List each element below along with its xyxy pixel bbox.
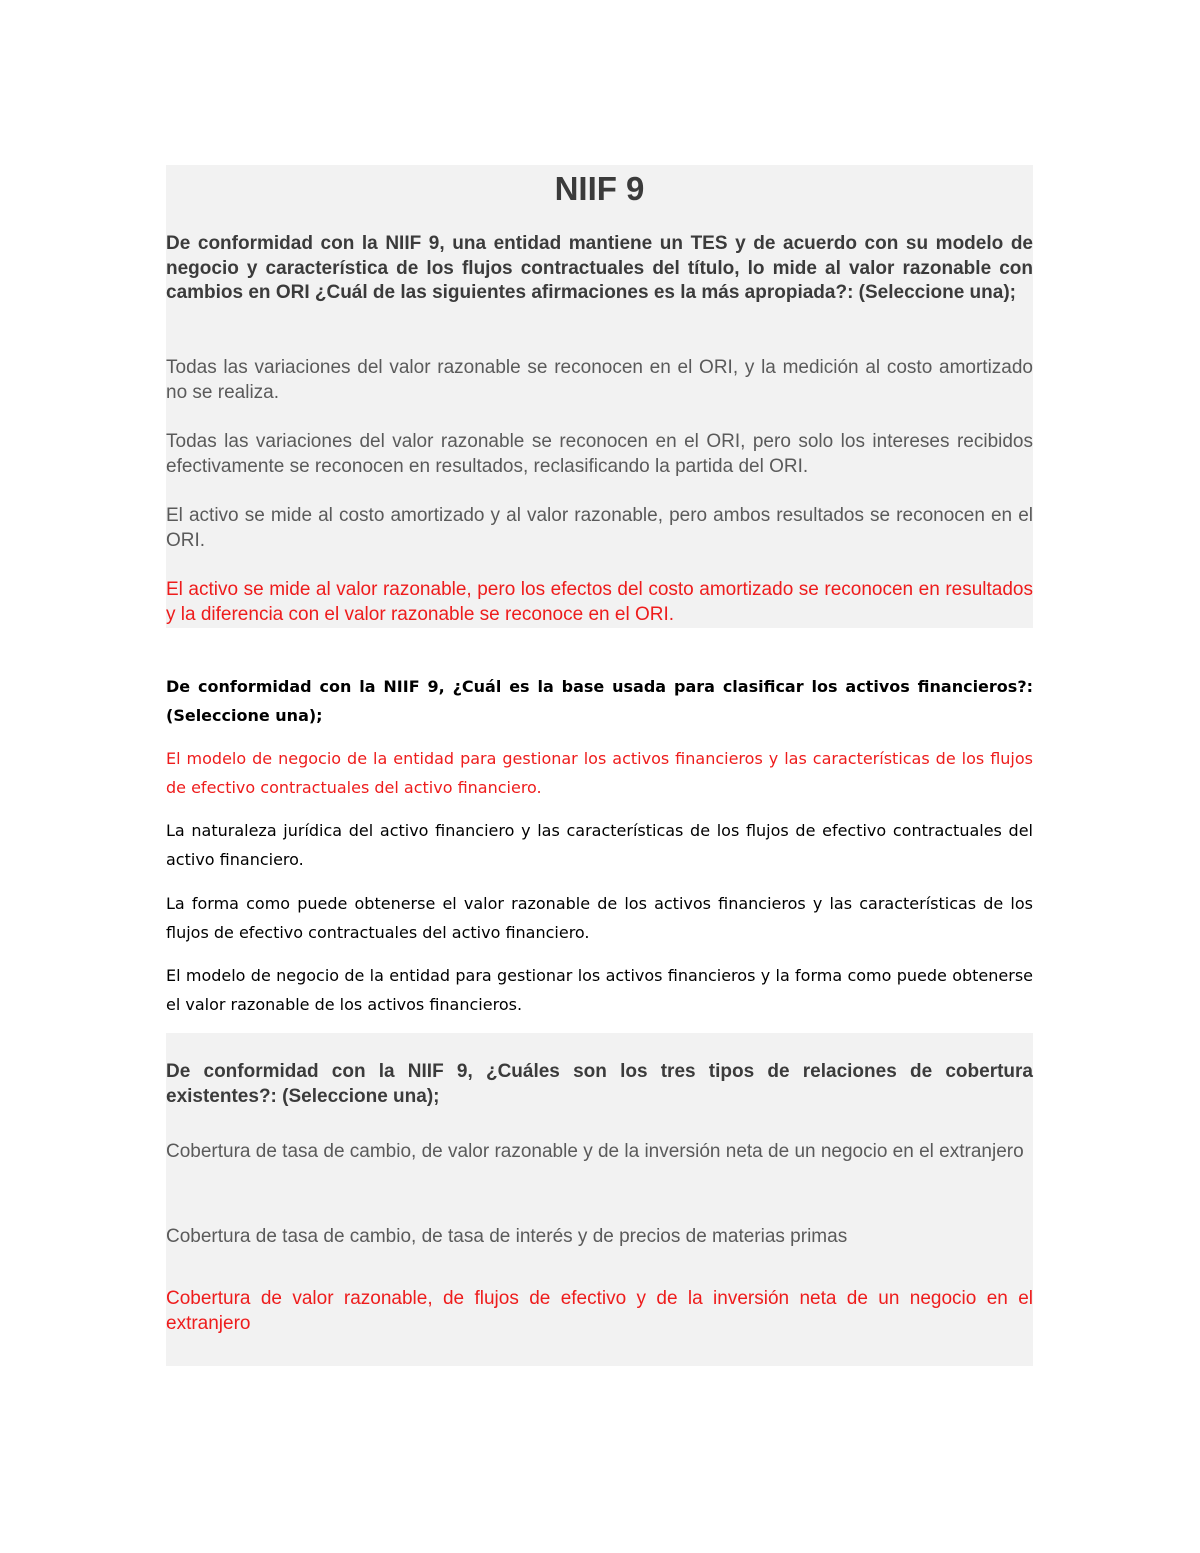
question-2-option-1-correct: El modelo de negocio de la entidad para gestionar los activos financieros y las características de los flujos de efectivo contractuales del activo financiero. (166, 749, 1033, 797)
question-2-option-4: El modelo de negocio de la entidad para gestionar los activos financieros y la forma como puede obtenerse el valor razonable de los activos financieros. (166, 966, 1033, 1014)
question-3-text: De conformidad con la NIIF 9, ¿Cuáles son los tres tipos de relaciones de cobertura existentes?: (Seleccione una); (166, 1061, 1033, 1107)
question-block-3 (166, 1033, 1033, 1366)
question-3-option-2: Cobertura de tasa de cambio, de tasa de interés y de precios de materias primas (166, 1226, 848, 1247)
question-block-2 (166, 668, 1033, 1020)
question-1-option-3: El activo se mide al costo amortizado y al valor razonable, pero ambos resultados se reconocen en el ORI. (166, 505, 1033, 551)
question-block-1 (166, 165, 1033, 628)
question-2-text: De conformidad con la NIIF 9, ¿Cuál es la base usada para clasificar los activos financieros?: (Seleccione una); (166, 677, 1033, 725)
question-2-option-2: La naturaleza jurídica del activo financiero y las características de los flujos de efectivo contractuales del activo financiero. (166, 821, 1033, 869)
document-title: NIIF 9 (554, 170, 645, 207)
question-1-text: De conformidad con la NIIF 9, una entidad mantiene un TES y de acuerdo con su modelo de negocio y característica de los flujos contractuales del título, lo mide al valor razonable con cambios en ORI ¿Cuál de las siguientes afirmaciones es la más apropiada?: (Seleccione una); (166, 233, 1033, 303)
question-2-option-3: La forma como puede obtenerse el valor razonable de los activos financieros y las características de los flujos de efectivo contractuales del activo financiero. (166, 894, 1033, 942)
question-1-option-1: Todas las variaciones del valor razonable se reconocen en el ORI, y la medición al costo amortizado no se realiza. (166, 357, 1033, 403)
question-3-option-3-correct: Cobertura de valor razonable, de flujos de efectivo y de la inversión neta de un negocio en el extranjero (166, 1288, 1033, 1334)
question-1-option-4-correct: El activo se mide al valor razonable, pero los efectos del costo amortizado se reconocen en resultados y la diferencia con el valor razonable se reconoce en el ORI. (166, 579, 1033, 625)
question-3-option-1: Cobertura de tasa de cambio, de valor razonable y de la inversión neta de un negocio en el extranjero (166, 1141, 1024, 1162)
question-1-option-2: Todas las variaciones del valor razonable se reconocen en el ORI, pero solo los intereses recibidos efectivamente se reconocen en resultados, reclasificando la partida del ORI. (166, 431, 1033, 477)
